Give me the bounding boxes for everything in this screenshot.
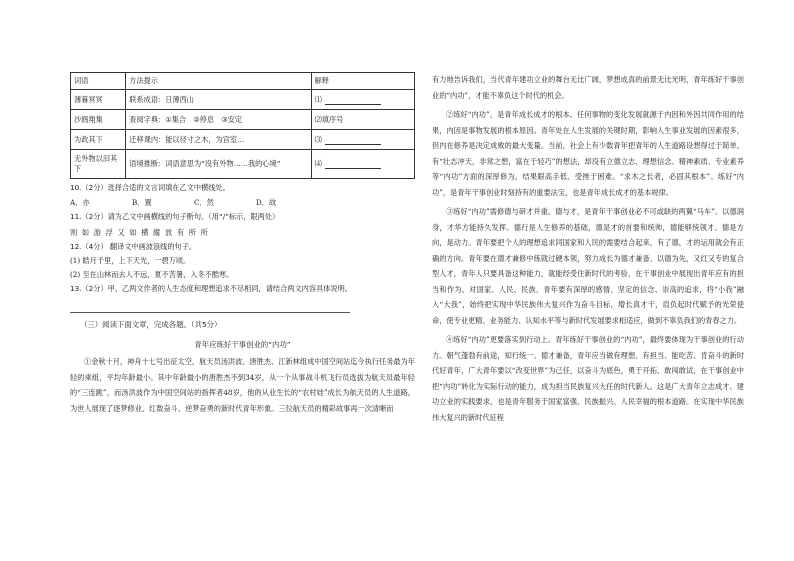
- option-c: C．然: [194, 198, 214, 207]
- row-answer: ⑷: [311, 150, 414, 179]
- question-13: 13.（2分）甲、乙两文作者的人生态度和理想追求不尽相同，请结合两文内容具体说明。: [70, 284, 352, 293]
- question-12: 12.（4分） 翻译文中画波浪线的句子。: [70, 242, 197, 251]
- question-10: 10.（2分）选择合适的文言词填在乙文中横线处。: [70, 183, 230, 192]
- article-paragraph-1: ①金秋十月，神舟十七号出征太空，航天员汤洪波、唐胜杰、江新林组成中国空间站迄今执行任务最为年轻的乘组，平均年龄最小。其中年龄最小的唐胜杰不到34岁，从一个从事战斗机飞行员选拔为航天员最年轻的“三连跳”，而汤洪波作为中国空间站的指挥者48岁，他的从业生长的“农村娃”成长为航天员的人生道路，为世人展现了逐梦修业、红数奋斗、逆梦奋勇的新时代青年形象。三位航天员的精彩故事再一次清晰而: [70, 357, 415, 413]
- row-word: 无外物以汨其下: [71, 150, 126, 179]
- article-paragraph: ④练好“内功”更要落实到行动上。青年练好干事创业的“内功”，最终要体现为干事创业的行动力。朝气蓬勃有前途，知行统一、德才兼备，青年应当做有理想、有担当、能吃苦、肯奋斗的新时代好青年，广大青年要以“改变世界”为己任，以奋斗为底色，勇于开拓、敢闯敢试，在干事创业中把“内功”转化为实际行动的能力，成为担当民族复兴大任的时代新人。这是广大青年立志成才、建功立业的实践要求，也是青年服务于国家富强、民族振兴、人民幸福的根本道路。在实现中华民族伟大复兴的新时代征程: [432, 335, 744, 422]
- left-column: [70, 72, 415, 416]
- row-word: 薄暮冥冥: [71, 90, 126, 110]
- table-row: [71, 130, 415, 150]
- row-method: 查阅字典：①集合 ②停息 ③安定: [126, 110, 311, 130]
- option-b: B．置: [132, 198, 152, 207]
- header-word: 词语: [71, 73, 126, 90]
- table-row: [71, 90, 415, 110]
- section-heading: （三）阅读下面文章，完成各题。（共5分）: [80, 320, 222, 329]
- article-paragraph: ③练好“内功”需修德与研才并重。德与才，是青年干事创业必不可或缺的两翼“马车”。以德润身，才华方能持久发挥。德行是人生修养的基础，德是才的首要和统帅，德能够统领才。德是方向，是动力。青年要把个人的理想追求同国家和人民的需要结合起来，有了德，才的运用就会有正确的方向。青年要在德才兼修中练就过硬本领，努力成长为德才兼备、以德为先，又红又专的复合型人才，青年人只要具备这种能力，就能经受住新时代的考验，在干事创业中展现出青年应有的担当和作为。对国家、人民、民族，青年要有深厚的感情、坚定的信念、崇高的追求，将“小我”融入“大我”，始终把实现中华民族伟大复兴作为奋斗目标，增长真才干，肩负起时代赋予的光荣使命，使专业更精、业务能力、认知水平等与新时代发展要求相适应，做到不辜负我们的青春之力。: [432, 207, 744, 325]
- row-method: 语境推断：词语意思为“没有外物……我的心境”: [126, 150, 311, 179]
- question-11-sentence: 则 如 游 浮 又 如 横 縱 放 有 所 所: [70, 228, 209, 237]
- row-method: 联系成语：日薄西山: [126, 90, 311, 110]
- question-12-sentence-1: (1) 皓月千里，上下天光，一碧万顷。: [70, 256, 191, 265]
- row-answer: ⑵填序号: [311, 110, 414, 130]
- row-answer: ⑶: [311, 130, 414, 150]
- answer-line: [70, 294, 350, 313]
- article-paragraph: ②练好“内功”，是青年成长成才的根本。任何事物的变化发展就源于内因和外因共同作用的结果，内因是事物发展的根本原因。青年处在人生发展的关键时期，影响人生事业发展的因素很多，但内在修养是决定成败的最大变量。当前，社会上有少数青年把青年的人生道路设想得过于简单，有“壮志冲天，非常之想，富在于轻巧”的想法，却没有立德立志、理想信念、精神素质、专业素养等“内功”方面的深厚修为，结果眼高手低、受挫于困难。“求木之长者，必固其根本”。练好“内功”，是青年干事创业时刻持有的重要法宝，也是青年成长成才的基本规律。: [432, 110, 744, 197]
- option-d: D．故: [256, 198, 277, 207]
- question-10-options: [70, 198, 415, 208]
- header-answer: 解释: [311, 73, 414, 90]
- article-title: 青年应练好干事创业的“内功”: [194, 340, 291, 349]
- table-row: [71, 110, 415, 130]
- vocab-table: [70, 72, 415, 179]
- question-12-sentence-2: (2) 至在山林而去人不远，夏不苦暑，入冬不酷寒。: [70, 270, 234, 279]
- option-a: A．亦: [70, 198, 90, 207]
- article-paragraph: 有力地告诉我们，当代青年建功立业的舞台无比广阔，梦想成真的前景无比光明，青年练好干事创业的“内功”，才能不辜负这个时代的机会。: [432, 75, 744, 100]
- row-answer: ⑴: [311, 90, 414, 110]
- row-word: 为政其下: [71, 130, 126, 150]
- header-method: 方法提示: [126, 73, 311, 90]
- table-header-row: [71, 73, 415, 90]
- question-11: 11.（2分）请为乙文中画横线的句子断句。（用“/”标示，限两处）: [70, 212, 280, 221]
- row-word: 沙鸥翔集: [71, 110, 126, 130]
- row-method: 迁移课内：能以径寸之木，为宫室…: [126, 130, 311, 150]
- table-row: [71, 150, 415, 179]
- right-column: [432, 72, 744, 425]
